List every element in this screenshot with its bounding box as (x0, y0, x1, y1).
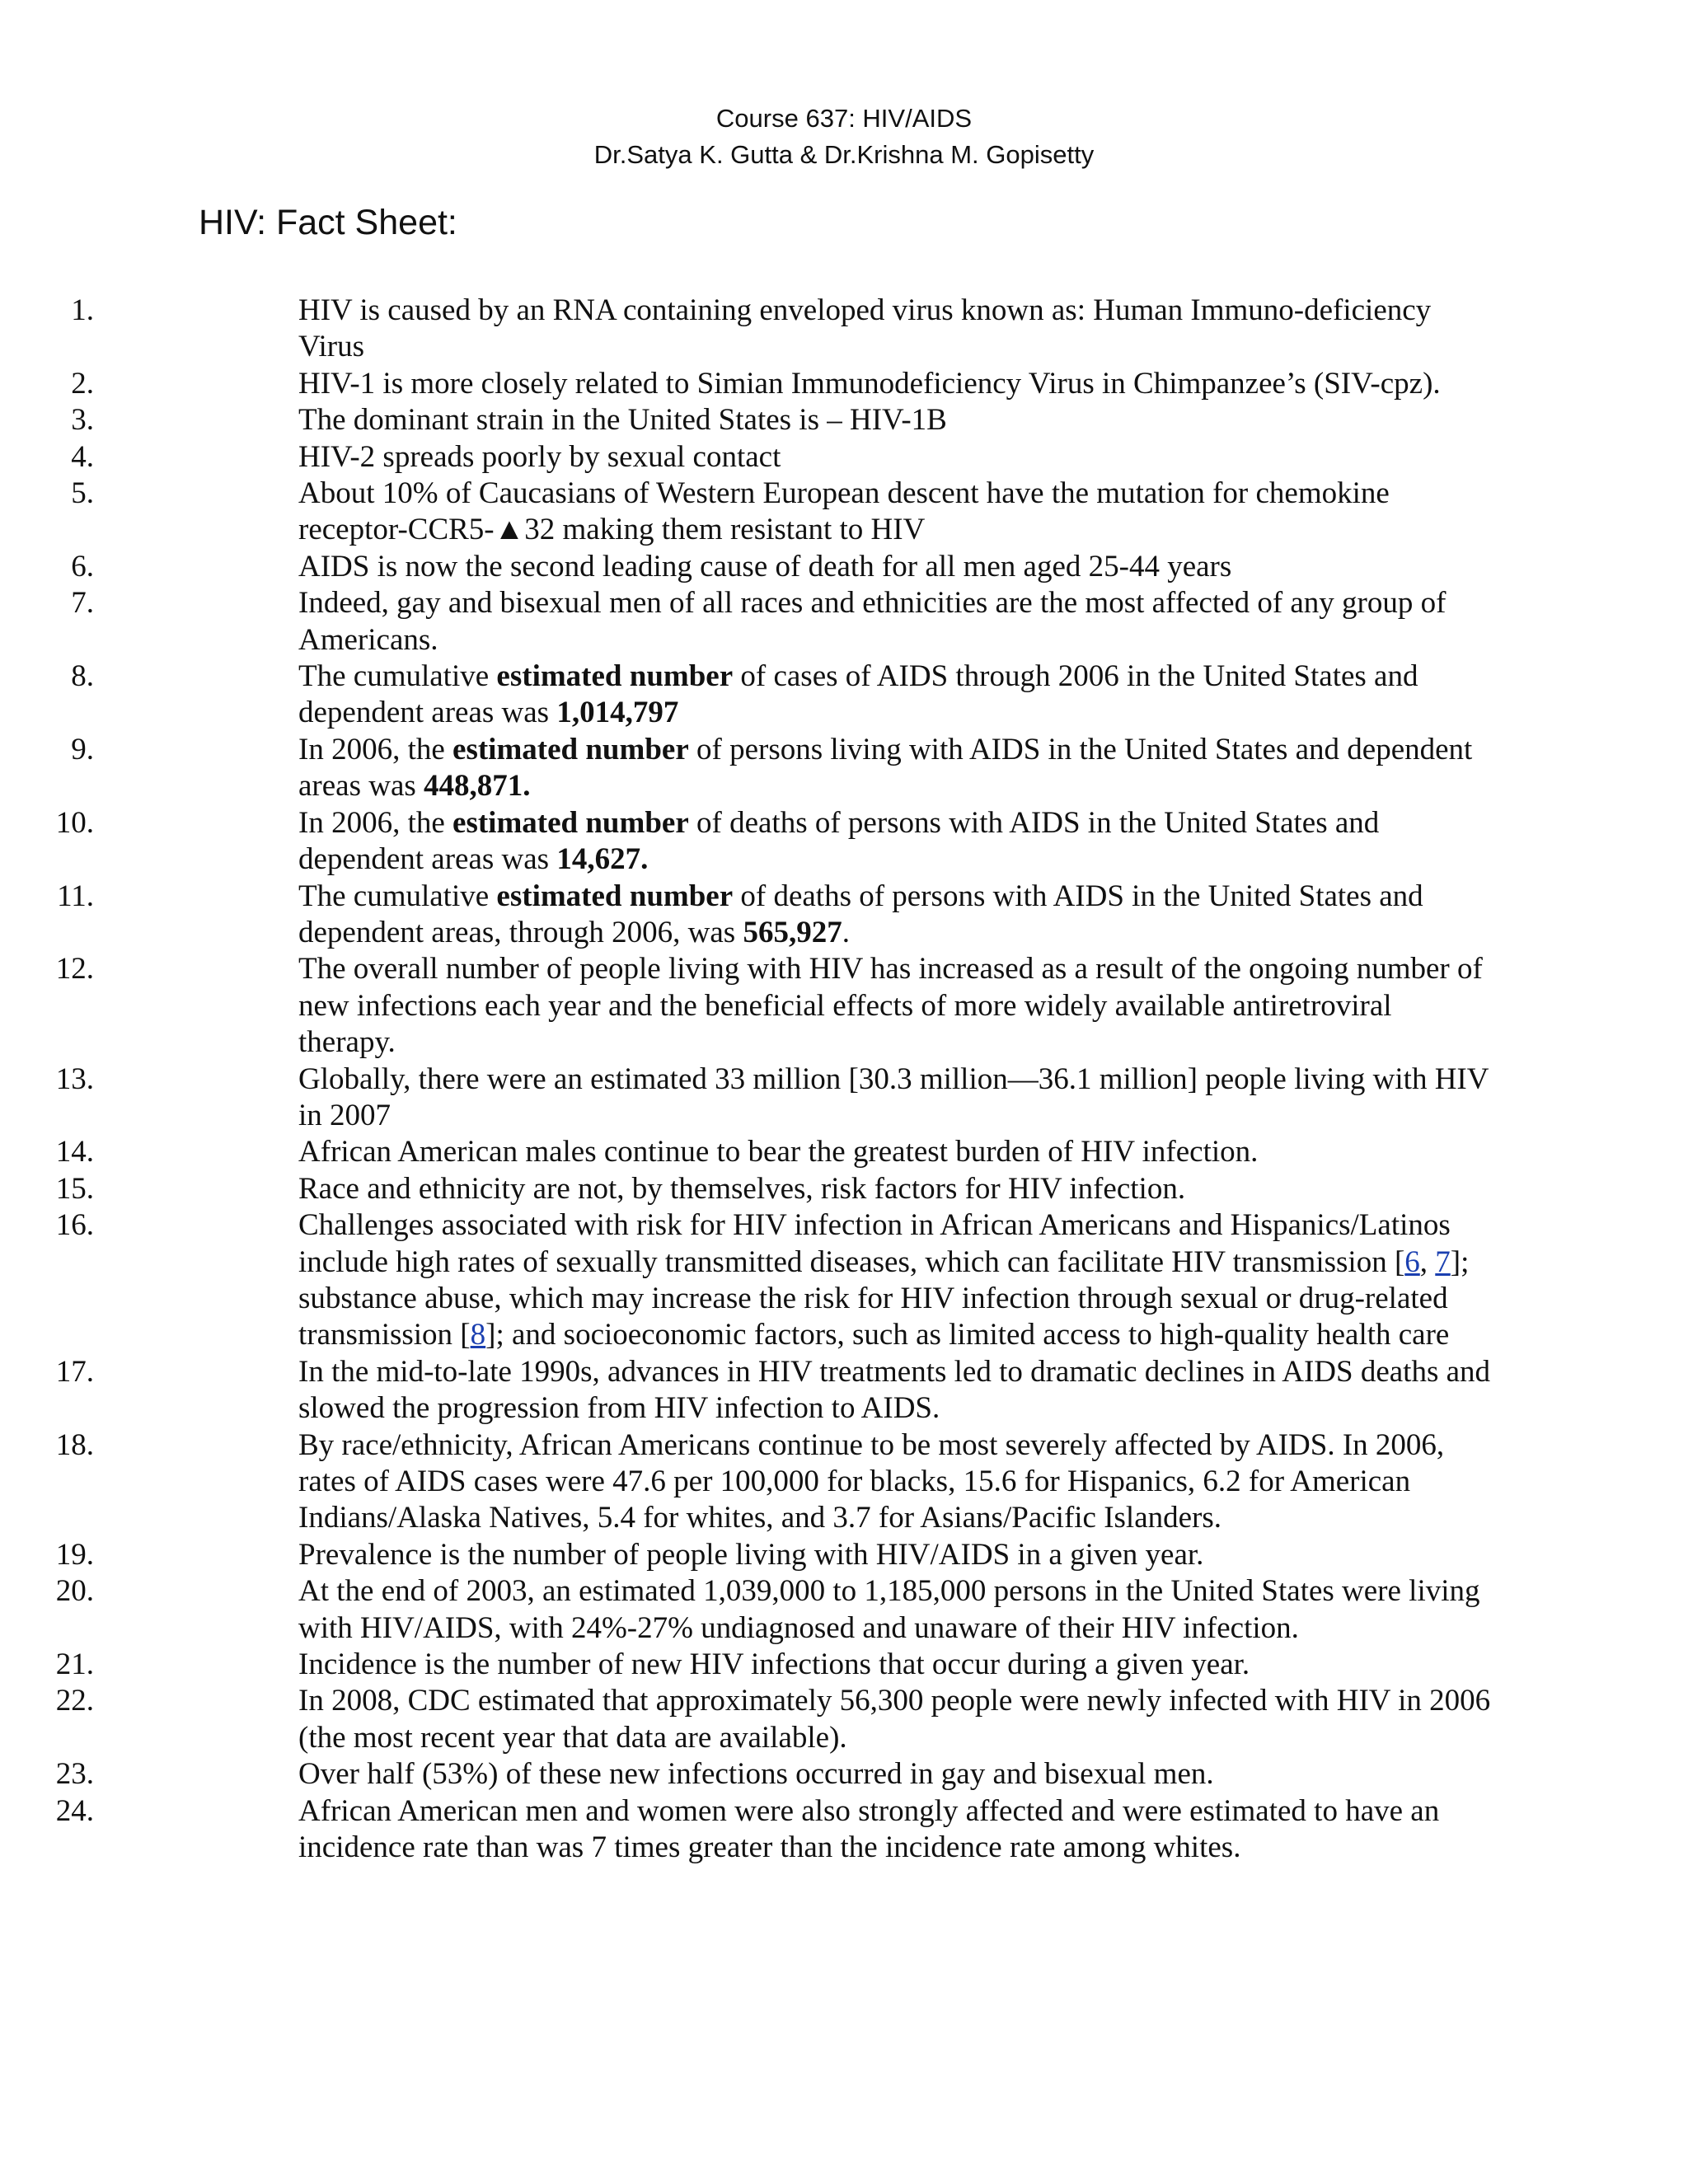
fact-text (298, 1538, 1203, 1572)
fact-number: 14. (55, 1135, 94, 1169)
text-segment: of cases of AIDS through 2006 in the United States and dependent areas was (298, 659, 1418, 730)
text-segment: At the end of 2003, an estimated 1,039,000 to 1,185,000 persons in the United States were living with HIV/AIDS, with 24%-27% undiagnosed and unaware of their HIV infection. (298, 1574, 1480, 1645)
text-segment: In 2006, the (298, 805, 453, 840)
text-segment: of deaths of persons with AIDS in the United States and dependent areas, through 2006, was (298, 879, 1423, 949)
fact-text (298, 952, 1483, 1059)
emphasis-text: 448,871. (424, 769, 531, 804)
fact-item (0, 1756, 1493, 1793)
text-segment: In 2006, the (298, 732, 453, 766)
text-segment: AIDS is now the second leading cause of death for all men aged 25-44 years (298, 549, 1232, 583)
fact-text (298, 293, 1431, 363)
fact-number: 22. (55, 1684, 94, 1718)
fact-text (298, 806, 1379, 876)
text-segment: of deaths of persons with AIDS in the United States and dependent areas was (298, 805, 1380, 877)
text-segment: , (1419, 1244, 1436, 1279)
fact-item (0, 879, 1493, 952)
fact-text (298, 403, 947, 437)
fact-item (0, 1171, 1493, 1207)
emphasis-text: 1,014,797 (556, 696, 679, 730)
fact-text (298, 1647, 1250, 1681)
fact-text (298, 879, 1423, 949)
fact-item (0, 1683, 1493, 1756)
fact-number: 3. (71, 403, 94, 438)
fact-number: 24. (55, 1793, 94, 1828)
fact-number: 2. (71, 366, 94, 401)
fact-text (298, 733, 1472, 803)
text-segment: HIV-2 spreads poorly by sexual contact (298, 439, 781, 474)
text-segment: ]; and socioeconomic factors, such as limited access to high-quality health care (485, 1318, 1450, 1352)
emphasis-text: estimated number (496, 879, 734, 913)
fact-item (0, 1134, 1493, 1170)
authors-line: Dr.Satya K. Gutta & Dr.Krishna M. Gopisetty (593, 140, 1095, 169)
emphasis-text: 565,927 (743, 915, 842, 949)
emphasis-text: estimated number (452, 805, 689, 840)
fact-number: 20. (55, 1574, 94, 1609)
fact-item (0, 366, 1493, 402)
text-segment: The cumulative (298, 659, 497, 694)
fact-item (0, 1647, 1493, 1683)
fact-number: 10. (55, 805, 94, 840)
reference-link[interactable]: 7 (1435, 1244, 1451, 1279)
text-segment: African American males continue to bear the greatest burden of HIV infection. (298, 1135, 1259, 1169)
text-segment: African American men and women were also strongly affected and were estimated to have an incidence rate than was 7 times greater than the incidence rate among whites. (298, 1793, 1440, 1865)
text-segment: . (842, 915, 850, 949)
text-segment: The cumulative (298, 879, 497, 913)
fact-number: 19. (55, 1537, 94, 1572)
fact-text (298, 1574, 1480, 1644)
emphasis-text: estimated number (496, 659, 734, 694)
fact-text (298, 1172, 1185, 1206)
fact-item (0, 1354, 1493, 1427)
fact-item (0, 805, 1493, 879)
fact-list (0, 293, 1688, 1866)
fact-number: 12. (55, 952, 94, 987)
fact-number: 21. (55, 1647, 94, 1682)
fact-number: 1. (71, 293, 94, 327)
fact-number: 7. (71, 586, 94, 621)
text-segment: In the mid-to-late 1990s, advances in HIV treatments led to dramatic declines in AIDS deaths and slowed the progression from HIV infection to AIDS. (298, 1354, 1491, 1426)
fact-text (298, 476, 1390, 546)
fact-text (298, 1757, 1214, 1791)
fact-text (298, 1208, 1469, 1352)
fact-item (0, 549, 1493, 585)
fact-item (0, 1062, 1493, 1135)
fact-text (298, 586, 1446, 656)
fact-text (298, 1355, 1490, 1425)
text-segment: The overall number of people living with HIV has increased as a result of the ongoing number of new infections each year and the beneficial effects of more widely available antiretroviral therapy. (298, 952, 1483, 1060)
text-segment: HIV-1 is more closely related to Simian Immunodeficiency Virus in Chimpanzee’s (SIV-cpz). (298, 366, 1441, 401)
text-segment: By race/ethnicity, African Americans continue to be most severely affected by AIDS. In 2006, rates of AIDS cases were 47.6 per 100,000 for blacks, 15.6 for Hispanics, 6.2 for American Indians/Alaska Natives, 5.4 for whites, and 3.7 for Asians/Pacific Islanders. (298, 1427, 1445, 1535)
fact-number: 23. (55, 1757, 94, 1792)
fact-number: 4. (71, 439, 94, 474)
fact-number: 18. (55, 1427, 94, 1462)
fact-item (0, 476, 1493, 549)
fact-text (298, 1794, 1439, 1864)
fact-text (298, 1135, 1258, 1169)
text-segment: Challenges associated with risk for HIV infection in African Americans and Hispanics/Latinos include high rates of sexually transmitted diseases, which can facilitate HIV transmission [ (298, 1208, 1451, 1279)
fact-item (0, 1207, 1493, 1354)
text-segment: In 2008, CDC estimated that approximately 56,300 people were newly infected with HIV in 2006 (the most recent year that data are available). (298, 1684, 1491, 1755)
fact-number: 13. (55, 1062, 94, 1096)
fact-text (298, 1062, 1489, 1132)
fact-item (0, 1573, 1493, 1647)
fact-number: 5. (71, 476, 94, 511)
text-segment: Prevalence is the number of people living with HIV/AIDS in a given year. (298, 1537, 1204, 1572)
fact-number: 16. (55, 1208, 94, 1243)
fact-text (298, 1428, 1444, 1535)
fact-item (0, 951, 1493, 1061)
text-segment: Globally, there were an estimated 33 million [30.3 million—36.1 million] people living with HIV in 2007 (298, 1062, 1489, 1132)
fact-item (0, 293, 1493, 366)
fact-item (0, 1427, 1493, 1537)
fact-text (298, 659, 1418, 729)
text-segment: About 10% of Caucasians of Western European descent have the mutation for chemokine receptor-CCR5-▲32 making them resistant to HIV (298, 476, 1390, 547)
fact-number: 15. (55, 1171, 94, 1206)
fact-text (298, 550, 1231, 583)
reference-link[interactable]: 8 (470, 1318, 486, 1352)
fact-item (0, 1537, 1493, 1573)
text-segment: Over half (53%) of these new infections occurred in gay and bisexual men. (298, 1757, 1214, 1792)
reference-link[interactable]: 6 (1404, 1244, 1420, 1279)
fact-number: 9. (71, 732, 94, 766)
fact-item (0, 402, 1493, 438)
fact-item (0, 439, 1493, 476)
text-segment: Incidence is the number of new HIV infections that occur during a given year. (298, 1647, 1250, 1682)
fact-item (0, 585, 1493, 658)
fact-text (298, 1684, 1490, 1754)
text-segment: Race and ethnicity are not, by themselves, risk factors for HIV infection. (298, 1171, 1186, 1206)
emphasis-text: estimated number (452, 732, 689, 766)
page-title: HIV: Fact Sheet: (199, 203, 457, 242)
fact-text (298, 367, 1441, 401)
fact-number: 11. (57, 879, 94, 913)
emphasis-text: 14,627. (556, 842, 649, 877)
text-segment: Indeed, gay and bisexual men of all races and ethnicities are the most affected of any group of Americans. (298, 586, 1447, 657)
fact-number: 6. (71, 549, 94, 583)
text-segment: of persons living with AIDS in the United States and dependent areas was (298, 732, 1473, 804)
text-segment: The dominant strain in the United States is – HIV-1B (298, 403, 947, 438)
fact-item (0, 658, 1493, 732)
course-title: Course 637: HIV/AIDS (715, 104, 973, 133)
fact-number: 8. (71, 659, 94, 694)
fact-text (298, 440, 781, 474)
fact-number: 17. (55, 1354, 94, 1389)
fact-item (0, 1793, 1493, 1867)
text-segment: HIV is caused by an RNA containing enveloped virus known as: Human Immuno-deficiency Virus (298, 293, 1432, 364)
text-segment: ]; substance abuse, which may increase the risk for HIV infection through sexual or drug-related transmission [ (298, 1244, 1470, 1352)
fact-item (0, 732, 1493, 805)
